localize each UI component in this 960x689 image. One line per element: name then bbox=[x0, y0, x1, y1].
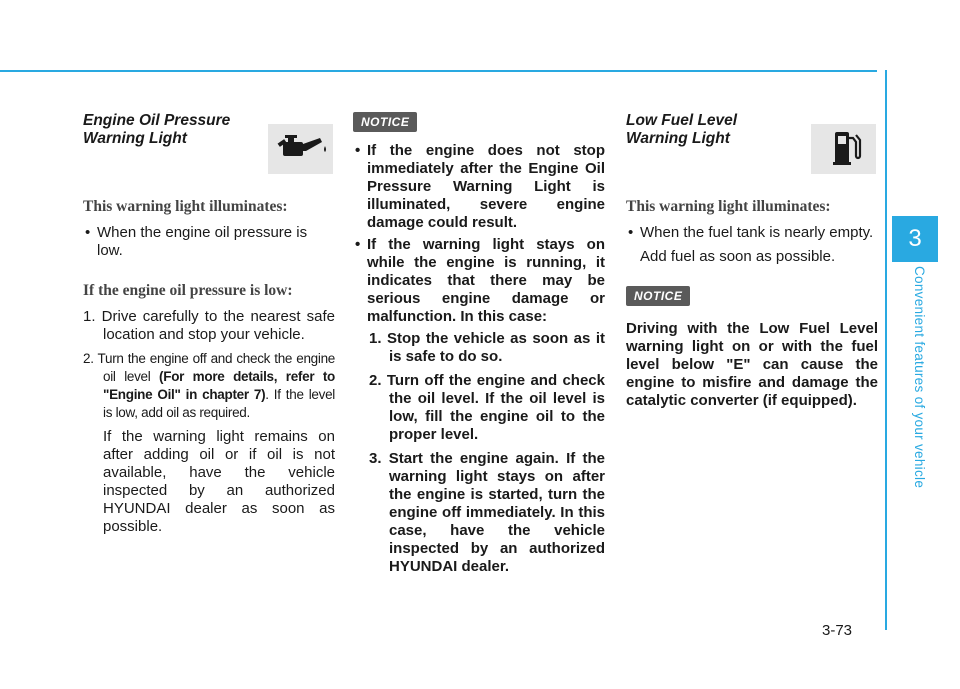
oil-notice-bullet-2: • If the warning light stays on while the engine is running, it indicates that there may be serious engine damage or malfunction. In this case: bbox=[353, 236, 605, 326]
oil-step-2-followup: If the warning light remains on after adding oil or if oil is not available, have the vehicle inspected by an authorized HYUNDAI dealer as soon as possible. bbox=[103, 428, 335, 535]
top-divider bbox=[0, 70, 877, 72]
chapter-title: Convenient features of your vehicle bbox=[912, 266, 927, 489]
oil-can-icon bbox=[268, 124, 333, 174]
oil-step-1: 1. Drive carefully to the nearest safe location and stop your vehicle. bbox=[83, 308, 335, 343]
fuel-add-instruction: Add fuel as soon as possible. bbox=[640, 248, 836, 265]
oil-subheading-if-low: If the engine oil pressure is low: bbox=[83, 282, 293, 299]
page-number: 3-73 bbox=[822, 622, 853, 639]
oil-notice-step-3: 3. Start the engine again. If the warning light stays on after the engine is started, turn the engine off immediately. In this case, have the vehicle inspected by an authorized HYUNDAI dealer. bbox=[369, 450, 605, 575]
oil-notice-step-1: 1. Stop the vehicle as soon as it is safe to do so. bbox=[369, 330, 605, 365]
oil-bullet-low-pressure: • When the engine oil pressure is low. bbox=[83, 224, 335, 260]
low-fuel-section bbox=[626, 100, 878, 410]
oil-pressure-section bbox=[83, 100, 335, 536]
notice-badge-oil: NOTICE bbox=[353, 112, 417, 132]
oil-step-2: 2. Turn the engine off and check the engine oil level (For more details, refer to "Engine Oil" in chapter 7). If the level is low, add oil as required. bbox=[83, 351, 336, 420]
chapter-number-tab: 3 bbox=[892, 216, 938, 262]
oil-pressure-heading: Engine Oil Pressure Warning Light bbox=[83, 112, 231, 147]
oil-notice-bullet-1: • If the engine does not stop immediately after the Engine Oil Pressure Warning Light is illuminated, severe engine damage could result. bbox=[353, 142, 605, 232]
fuel-pump-icon bbox=[811, 124, 876, 174]
oil-subheading-illuminates: This warning light illuminates: bbox=[83, 198, 288, 215]
fuel-bullet-nearly-empty: • When the fuel tank is nearly empty. bbox=[626, 224, 878, 242]
notice-badge-fuel: NOTICE bbox=[626, 286, 690, 306]
oil-notice-step-2: 2. Turn off the engine and check the oil level. If the oil level is low, fill the engine oil to the proper level. bbox=[369, 372, 605, 443]
fuel-subheading-illuminates: This warning light illuminates: bbox=[626, 198, 831, 215]
oil-notice-section bbox=[353, 100, 605, 582]
side-divider bbox=[885, 70, 887, 630]
fuel-notice-text: Driving with the Low Fuel Level warning light on or with the fuel level below "E" can cause the engine to misfire and damage the catalytic converter (if equipped). bbox=[626, 320, 878, 409]
low-fuel-heading: Low Fuel Level Warning Light bbox=[626, 112, 738, 147]
